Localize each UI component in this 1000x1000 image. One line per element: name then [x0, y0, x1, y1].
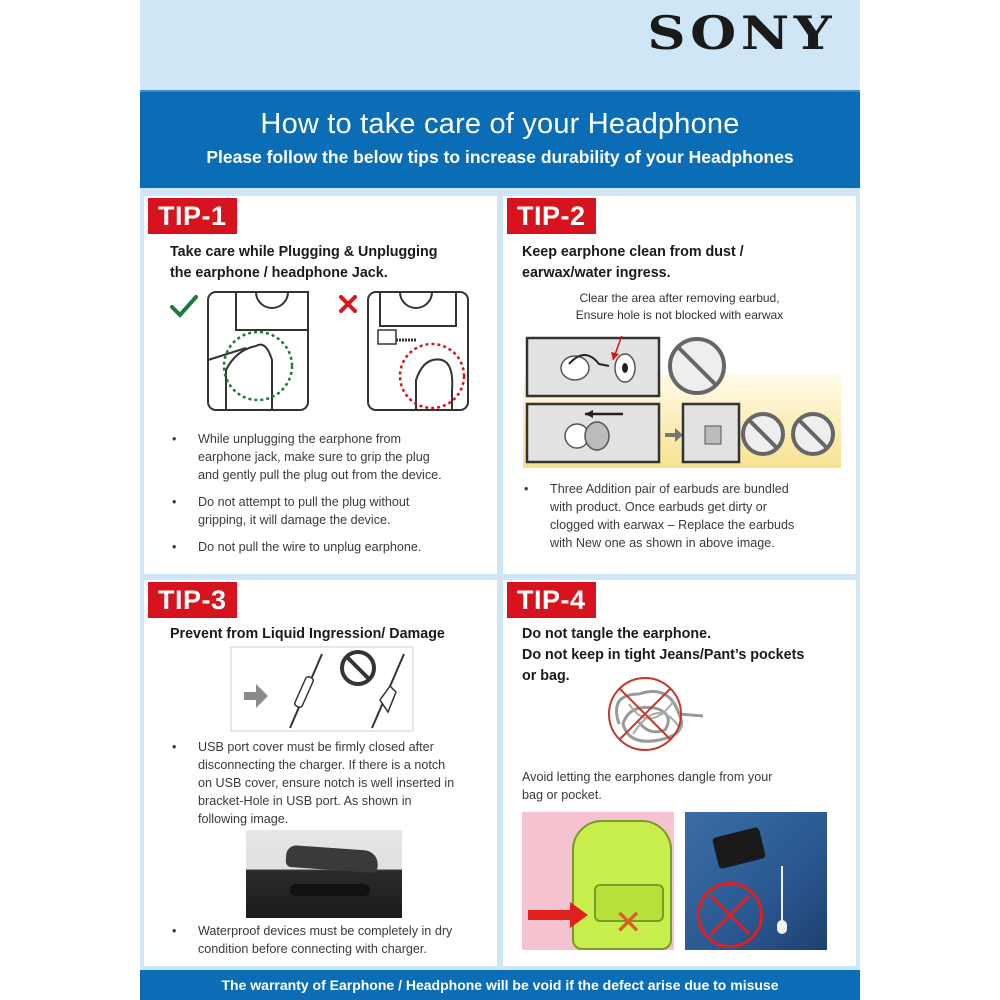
heading-line: earwax/water ingress. [522, 265, 671, 281]
plug-grip-correct-illustration [206, 290, 312, 414]
tip-bullets [170, 738, 497, 837]
heading-line: Keep earphone clean from dust / [522, 244, 744, 260]
tip-badge: TIP-4 [507, 582, 596, 618]
tip-heading [170, 624, 445, 645]
tip-2-panel [503, 196, 856, 574]
warranty-footer: The warranty of Earphone / Headphone will be void if the defect arise due to misuse [140, 970, 860, 1000]
bullet-item: • USB port cover must be firmly closed after disconnecting the charger. If there is a notch on USB cover, ensure notch is well inserted in bracket-Hole in USB port. As shown in following image. [172, 740, 455, 826]
heading-line: Do not tangle the earphone. [522, 626, 712, 642]
sony-logo: SONY [647, 6, 836, 60]
usb-cover-illustration [230, 646, 414, 732]
heading-line: Do not keep in tight Jeans/Pant’s pockets [522, 647, 805, 663]
heading-line: Prevent from Liquid Ingression/ Damage [170, 626, 445, 642]
earbud-cleaning-illustration [525, 336, 845, 468]
cross-icon [338, 294, 358, 314]
jeans-pocket-photo [685, 812, 827, 950]
tip-badge: TIP-1 [148, 198, 237, 234]
tip-note: Avoid letting the earphones dangle from your bag or pocket. [522, 770, 773, 802]
tip-bullets [170, 922, 497, 966]
tip-badge: TIP-3 [148, 582, 237, 618]
check-icon [170, 294, 198, 318]
tangled-earphone-prohibited-illustration [599, 674, 709, 754]
tip-badge: TIP-2 [507, 198, 596, 234]
usb-port-photo [246, 830, 402, 918]
tip-bullets [170, 430, 497, 565]
cross-icon: ✕ [614, 903, 643, 943]
tip-1-panel [144, 196, 497, 574]
bullet-item: • Do not pull the wire to unplug earphone. [172, 540, 422, 554]
heading-line: the earphone / headphone Jack. [170, 265, 388, 281]
bullet-item: • Three Addition pair of earbuds are bundled with product. Once earbuds get dirty or clogged with earwax – Replace the earbuds with New one as shown in above image. [524, 482, 795, 550]
page-title: How to take care of your Headphone [260, 108, 740, 140]
bullet-item: • While unplugging the earphone from earphone jack, make sure to grip the plug and gently pull the plug out from the device. [172, 432, 442, 482]
page-subtitle: Please follow the below tips to increase durability of your Headphones [206, 147, 794, 167]
title-banner [140, 90, 860, 188]
bullet-item: • Do not attempt to pull the plug without gripping, it will damage the device. [172, 495, 410, 527]
image-caption: Clear the area after removing earbud, Ensure hole is not blocked with earwax [575, 291, 784, 322]
tip-3-panel [144, 580, 497, 966]
tip-heading [522, 242, 744, 284]
heading-line: or bag. [522, 668, 570, 684]
bullet-item: • Waterproof devices must be completely in dry condition before connecting with charger. [172, 924, 453, 956]
care-poster [140, 0, 860, 1000]
heading-line: Take care while Plugging & Unplugging [170, 244, 438, 260]
backpack-photo [522, 812, 674, 950]
tip-bullets [522, 480, 852, 561]
tip-4-panel [503, 580, 856, 966]
tip-heading [170, 242, 437, 284]
wire-pull-wrong-illustration [366, 290, 472, 414]
